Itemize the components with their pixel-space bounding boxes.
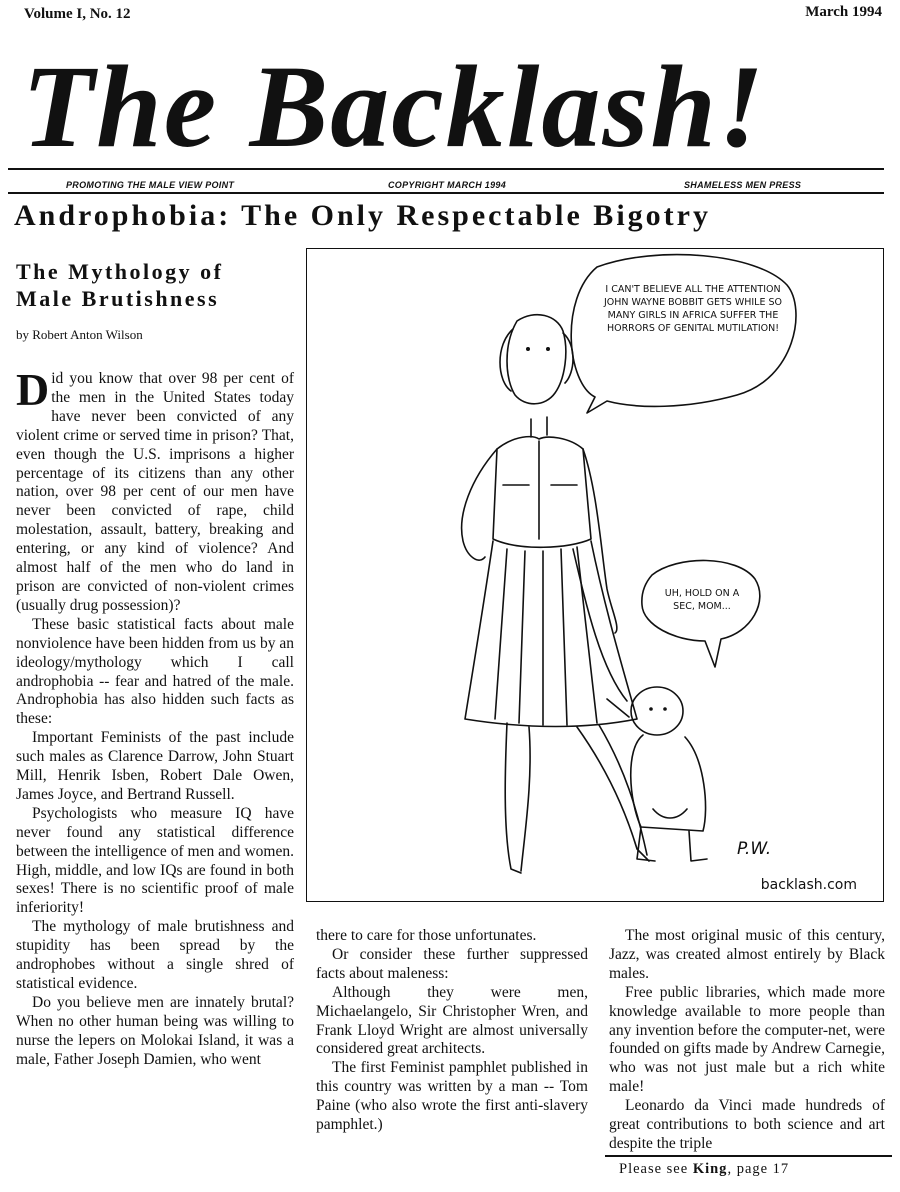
site-label: backlash.com <box>760 877 857 893</box>
paragraph-5: The mythology of male brutishness and stupidity has been spread by the androphobes without a single shred of statistical evidence. <box>16 918 294 992</box>
paragraph-c2-3: Although they were men, Michaelangelo, Sir Christopher Wren, and Frank Lloyd Wright are almost universally considered great architects. <box>316 983 588 1058</box>
main-headline: Androphobia: The Only Respectable Bigotry <box>14 199 711 232</box>
continuation-note: Please see King, page 17 <box>619 1161 790 1177</box>
subhead-line-2: Male Brutishness <box>16 286 220 311</box>
masthead-rule-bottom <box>8 192 884 194</box>
article-subhead <box>16 258 296 312</box>
paragraph-c3-3: Leonardo da Vinci made hundreds of great contributions to both science and art despite the triple <box>609 1097 885 1152</box>
paragraph-c3-2: Free public libraries, which made more knowledge available to more people than any invention before the computer-net, were founded on gifts made by Andrew Carnegie, who was not just male but a rich white male! <box>609 983 885 1096</box>
child-speech-bubble <box>642 560 760 667</box>
masthead-rule-top <box>8 168 884 170</box>
volume-number: Volume I, No. 12 <box>24 6 131 22</box>
mother-speech-text: I CAN'T BELIEVE ALL THE ATTENTION JOHN WAYNE BOBBIT GETS WHILE SO MANY GIRLS IN AFRICA SUFFER THE HORRORS OF GENITAL MUTILATION! <box>604 284 782 334</box>
continuation-link[interactable]: King <box>692 1161 728 1177</box>
article-column-2 <box>316 927 588 1135</box>
tagline-left: PROMOTING THE MALE VIEW POINT <box>66 180 235 190</box>
paragraph-c2-4: The first Feminist pamphlet published in this country was written by a man -- Tom Paine (who also wrote the first anti-slavery pamphlet.) <box>316 1059 588 1134</box>
paragraph-c2-1: there to care for those unfortunates. <box>316 927 537 944</box>
cartoon-drawing <box>307 249 882 900</box>
drop-cap: D <box>16 364 50 415</box>
paragraph-c2-2: Or consider these further suppressed facts about maleness: <box>316 945 588 982</box>
tagline-right: SHAMELESS MEN PRESS <box>684 180 802 190</box>
cartoon-illustration <box>306 248 884 902</box>
article-column-3 <box>609 927 885 1154</box>
tagline-center: COPYRIGHT MARCH 1994 <box>388 180 507 190</box>
subhead-line-1: The Mythology of <box>16 259 224 284</box>
article-column-1 <box>16 364 294 1070</box>
paragraph-1: Did you know that over 98 per cent of the men in the United States today have never been convicted of any violent crime or served time in prison? That, even though the U.S. imprisons a higher percentage of its citizens than any other nation, over 98 per cent of our men have never been convicted of rape, child molestation, assault, battery, breaking and entering, or any kind of violence? And almost half of the men who do land in prison are convicted of non-violent crimes (usually drug possession)? <box>16 364 294 614</box>
paragraph-4: Psychologists who measure IQ have never found any statistical difference between the intelligence of men and women. High, middle, and low IQs are found in both sexes! There is no scientific proof of male inferiority! <box>16 804 294 917</box>
footer-rule <box>605 1155 892 1157</box>
paragraph-c3-1: The most original music of this century, Jazz, was created almost entirely by Black males. <box>609 927 885 982</box>
masthead-title: The Backlash! <box>22 41 766 172</box>
paragraph-3: Important Feminists of the past include such males as Clarence Darrow, John Stuart Mill, Henrik Isben, Robert Dale Owen, James Joyce, and Bertrand Russell. <box>16 729 294 803</box>
child-speech-text: UH, HOLD ON A SEC, MOM... <box>664 588 740 612</box>
issue-date: March 1994 <box>805 4 882 20</box>
byline: by Robert Anton Wilson <box>16 327 143 342</box>
paragraph-6: Do you believe men are innately brutal? When no other human being was willing to nurse the lepers on Molokai Island, it was a male, Father Joseph Damien, who went <box>16 993 294 1068</box>
artist-signature: P.W. <box>737 839 772 859</box>
paragraph-2: These basic statistical facts about male nonviolence have been hidden from us by an ideology/mythology which I call androphobia -- fear and hatred of the male. Androphobia has also hidden such facts as these: <box>16 615 294 728</box>
